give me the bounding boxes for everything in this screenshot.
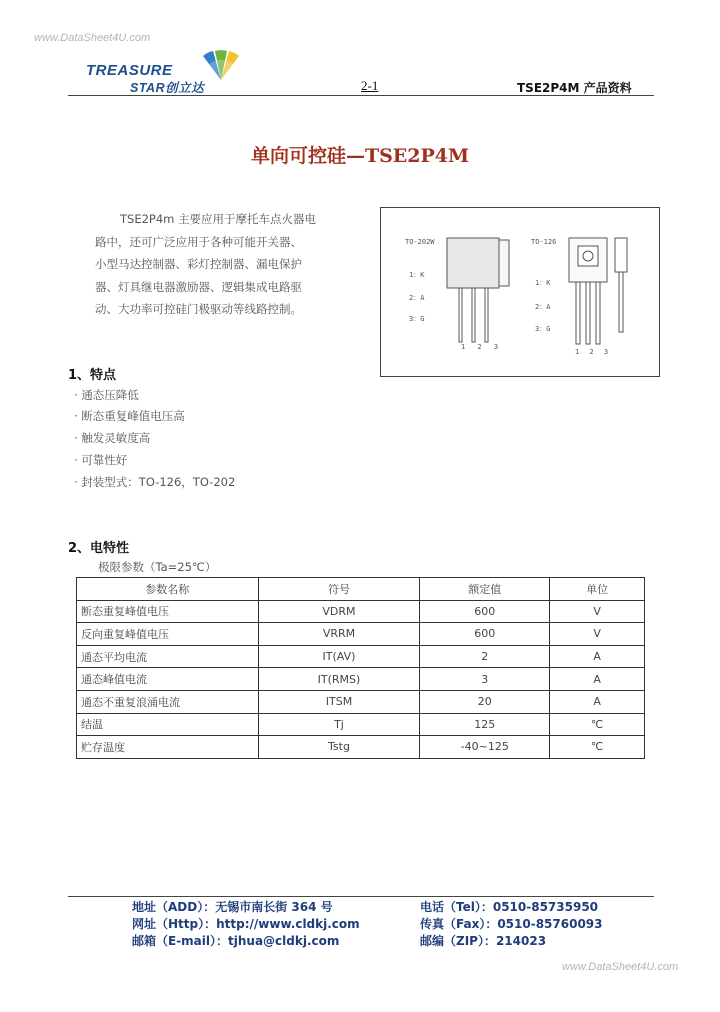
table-cell: 贮存温度 <box>77 736 259 759</box>
table-cell: A <box>550 668 645 691</box>
table-cell: V <box>550 623 645 646</box>
package-diagram <box>380 207 660 377</box>
package-left-pin-1: 1：K <box>409 271 425 279</box>
package-right-pin-1: 1：K <box>535 279 551 287</box>
table-cell: 125 <box>420 713 550 736</box>
page-title: 单向可控硅—TSE2P4M <box>250 145 470 167</box>
to202-package-drawing <box>445 236 517 348</box>
table-cell: VRRM <box>258 623 420 646</box>
table-cell: 20 <box>420 690 550 713</box>
footer-rule <box>68 896 654 897</box>
feature-text: 可靠性好 <box>81 453 128 467</box>
package-right-pin-numbers: 1 2 3 <box>575 348 612 356</box>
table-cell: -40~125 <box>420 736 550 759</box>
feature-text: 断态重复峰值电压高 <box>81 409 185 423</box>
limits-subheading: 极限参数（Ta=25℃） <box>98 560 217 574</box>
table-cell: A <box>550 690 645 713</box>
table-cell: 600 <box>420 600 550 623</box>
electrical-heading: 2、电特性 <box>68 541 130 556</box>
footer-zip: 邮编（ZIP）：214023 <box>420 934 547 948</box>
table-cell: Tj <box>258 713 420 736</box>
table-cell: IT(AV) <box>258 645 420 668</box>
package-right-pin-2: 2：A <box>535 303 551 311</box>
feature-item: · 封装型式：TO-126，TO-202 <box>74 475 236 489</box>
package-left-pin-2: 2：A <box>409 294 425 302</box>
table-cell: 断态重复峰值电压 <box>77 600 259 623</box>
footer-web[interactable]: 网址（Http）：http://www.cldkj.com <box>132 917 360 931</box>
table-cell: 结温 <box>77 713 259 736</box>
features-heading: 1、特点 <box>68 368 117 383</box>
fan-logo-icon <box>200 50 242 82</box>
footer-email[interactable]: 邮箱（E-mail）：tjhua@cldkj.com <box>132 934 340 948</box>
table-header: 参数名称 <box>77 578 259 601</box>
package-left-pin-3: 3：G <box>409 315 425 323</box>
intro-line: 路中，还可广泛应用于各种可能开关器、 <box>95 234 302 249</box>
table-row <box>77 600 645 623</box>
intro-line: 器、灯具继电器激励器、逻辑集成电路驱 <box>95 279 302 294</box>
table-cell: V <box>550 600 645 623</box>
feature-text: 触发灵敏度高 <box>81 431 151 445</box>
table-header-row <box>77 578 645 601</box>
company-logo <box>86 50 246 95</box>
table-cell: 通态峰值电流 <box>77 668 259 691</box>
header-rule <box>68 95 654 96</box>
package-right-pin-3: 3：G <box>535 325 551 333</box>
table-cell: 通态平均电流 <box>77 645 259 668</box>
to126-package-drawing <box>565 234 653 350</box>
table-row <box>77 645 645 668</box>
intro-line: 小型马达控制器、彩灯控制器、漏电保护 <box>95 257 302 271</box>
table-cell: 600 <box>420 623 550 646</box>
table-cell: ℃ <box>550 713 645 736</box>
doc-label: TSE2P4M 产品资料 <box>517 81 632 95</box>
watermark-top: www.DataSheet4U.com <box>34 32 151 44</box>
feature-item: · 可靠性好 <box>74 453 128 467</box>
package-left-pin-numbers: 1 2 3 <box>461 343 503 351</box>
table-header: 单位 <box>550 578 645 601</box>
table-cell: IT(RMS) <box>258 668 420 691</box>
intro-line: 动、大功率可控硅门极驱动等线路控制。 <box>95 302 302 316</box>
table-cell: 通态不重复浪涌电流 <box>77 690 259 713</box>
feature-text: 通态压降低 <box>81 388 139 402</box>
table-cell: ℃ <box>550 736 645 759</box>
table-cell: A <box>550 645 645 668</box>
feature-text: 封装型式：TO-126，TO-202 <box>81 475 236 489</box>
table-cell: 反向重复峰值电压 <box>77 623 259 646</box>
table-cell: 3 <box>420 668 550 691</box>
logo-line2: STAR创立达 <box>130 81 205 95</box>
footer-address: 地址（ADD）：无锡市南长街 364 号 <box>132 900 333 914</box>
package-right-name: TO-126 <box>531 238 557 246</box>
footer-tel: 电话（Tel）：0510-85735950 <box>420 900 599 914</box>
watermark-bottom: www.DataSheet4U.com <box>562 961 679 973</box>
table-row <box>77 713 645 736</box>
package-left-name: TO-202W <box>405 238 435 246</box>
intro-paragraph <box>95 208 365 321</box>
table-row <box>77 668 645 691</box>
table-row <box>77 690 645 713</box>
table-cell: Tstg <box>258 736 420 759</box>
footer-fax: 传真（Fax）：0510-85760093 <box>420 917 603 931</box>
page-number: 2-1 <box>361 78 379 93</box>
feature-item: · 断态重复峰值电压高 <box>74 409 185 423</box>
intro-line: TSE2P4m 主要应用于摩托车点火器电 <box>120 212 317 226</box>
spec-table <box>76 577 645 759</box>
table-header: 符号 <box>258 578 420 601</box>
table-cell: 2 <box>420 645 550 668</box>
feature-item: · 触发灵敏度高 <box>74 431 151 445</box>
table-row <box>77 623 645 646</box>
table-cell: ITSM <box>258 690 420 713</box>
logo-line1: TREASURE <box>86 62 173 79</box>
table-header: 额定值 <box>420 578 550 601</box>
table-row <box>77 736 645 759</box>
feature-item: · 通态压降低 <box>74 388 139 402</box>
table-cell: VDRM <box>258 600 420 623</box>
